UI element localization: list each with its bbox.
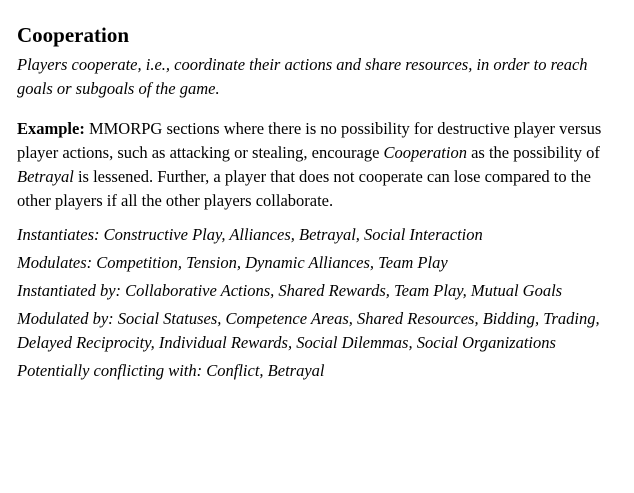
example-term-betrayal: Betrayal [17,167,74,186]
pattern-definition: Players cooperate, i.e., coordinate their actions and share resources, in order to reach goals or subgoals of the game. [17,55,588,98]
example-text-1: MMORPG sections where there is no possibility for destructive player versus player actions, such as attacking or stealing, encourage [17,119,602,162]
relation-instantiates: Instantiates: Constructive Play, Alliances, Betrayal, Social Interaction [17,225,483,244]
relation-potentially-conflicting: Potentially conflicting with: Conflict, Betrayal [17,361,325,380]
relation-instantiated-by: Instantiated by: Collaborative Actions, Shared Rewards, Team Play, Mutual Goals [17,281,563,300]
example-paragraph [17,117,626,213]
relation-modulates: Modulates: Competition, Tension, Dynamic Alliances, Team Play [17,253,448,272]
relation-modulated-by: Modulated by: Social Statuses, Competence Areas, Shared Resources, Bidding, Trading, Delayed Reciprocity, Individual Rewards, Social Dilemmas, Social Organizations [17,309,600,352]
example-text-3: is lessened. Further, a player that does not cooperate can lose compared to the other players if all the other players collaborate. [17,167,591,210]
example-text-2: as the possibility of [466,143,600,162]
example-term-cooperation: Cooperation [383,143,467,162]
section-title: Cooperation [17,23,129,47]
example-label: Example: [17,119,85,138]
